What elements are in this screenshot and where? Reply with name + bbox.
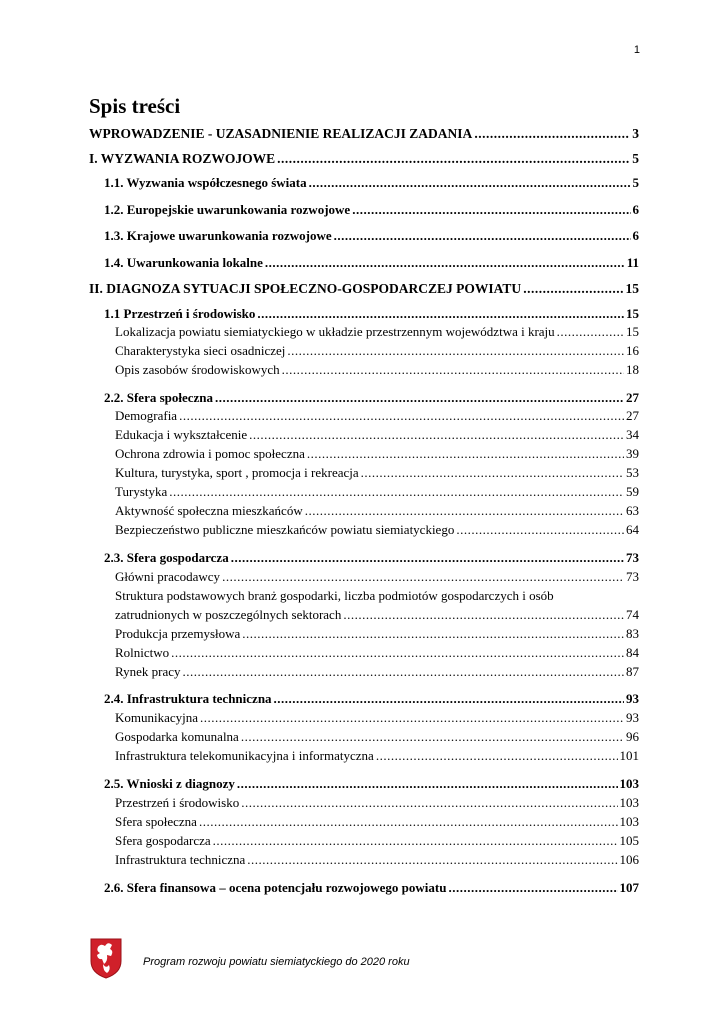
toc-entry-page: 15	[626, 306, 639, 321]
toc-leader-dots	[448, 880, 617, 896]
toc-leader-dots	[265, 255, 625, 271]
toc-leader-dots	[274, 691, 624, 707]
toc-entry-page: 5	[632, 175, 639, 190]
toc-entry-title: Lokalizacja powiatu siemiatyckiego w układzie przestrzennym województwa i kraju	[115, 324, 555, 339]
toc-entry-title: Sfera społeczna	[115, 814, 197, 829]
toc-leader-dots	[200, 710, 624, 726]
toc-entry-education[interactable]	[115, 427, 639, 443]
toc-leader-dots	[213, 833, 618, 849]
toc-entry-page: 15	[625, 281, 639, 296]
toc-entry-title: 1.1. Wyzwania współczesnego świata	[104, 175, 307, 190]
toc-entry-2-6[interactable]	[104, 880, 639, 896]
toc-entry-2-4[interactable]	[104, 691, 639, 707]
toc-entry-2-3[interactable]	[104, 550, 639, 566]
toc-entry-title: Przestrzeń i środowisko	[115, 795, 240, 810]
toc-entry-title: Bezpieczeństwo publiczne mieszkańców powiatu siemiatyckiego	[115, 522, 455, 537]
toc-entry-page: 107	[619, 880, 639, 895]
toc-leader-dots	[456, 522, 624, 538]
toc-entry-title: 1.1 Przestrzeń i środowisko	[104, 306, 256, 321]
toc-entry-page: 64	[626, 522, 639, 537]
toc-entry-labour-market[interactable]	[115, 664, 639, 680]
toc-entry-page: 5	[632, 151, 639, 166]
toc-entry-title: 2.5. Wnioski z diagnozy	[104, 776, 235, 791]
toc-entry-page: 83	[626, 626, 639, 641]
toc-entry-title: Demografia	[115, 408, 178, 423]
toc-entry-conclusions-social[interactable]	[115, 814, 639, 830]
toc-entry-industrial-production[interactable]	[115, 626, 639, 642]
toc-leader-dots	[199, 814, 618, 830]
toc-entry-public-safety[interactable]	[115, 522, 639, 538]
toc-entry-municipal-economy[interactable]	[115, 729, 639, 745]
footer-text: Program rozwoju powiatu siemiatyckiego do 2020 roku	[143, 956, 410, 968]
coat-of-arms-icon	[89, 937, 123, 979]
toc-entry-2-2[interactable]	[104, 390, 639, 406]
toc-entry-title: 2.2. Sfera społeczna	[104, 390, 214, 405]
toc-entry-conclusions-economic[interactable]	[115, 833, 639, 849]
toc-entry-title: 2.3. Sfera gospodarcza	[104, 550, 229, 565]
toc-leader-dots	[287, 343, 624, 359]
toc-entry-page: 87	[626, 664, 639, 679]
toc-leader-dots	[307, 446, 624, 462]
toc-entry-page: 3	[632, 126, 639, 141]
toc-entry-page: 27	[626, 390, 639, 405]
toc-entry-page: 39	[626, 446, 639, 461]
toc-leader-dots	[183, 664, 624, 680]
toc-entry-title: 1.2. Europejskie uwarunkowania rozwojowe	[104, 202, 351, 217]
toc-entry-page: 93	[626, 691, 639, 706]
toc-entry-page: 103	[619, 814, 639, 829]
toc-leader-dots	[343, 607, 624, 623]
toc-entry-title: Charakterystyka sieci osadniczej	[115, 343, 286, 358]
toc-leader-dots	[474, 126, 630, 142]
toc-entry-title: WPROWADZENIE - UZASADNIENIE REALIZACJI ZADANIA	[89, 126, 473, 141]
toc-entry-title: Rynek pracy	[115, 664, 181, 679]
toc-entry-page: 6	[632, 228, 639, 243]
toc-entry-page: 105	[619, 833, 639, 848]
toc-leader-dots	[309, 175, 631, 191]
toc-entry-economy-structure[interactable]	[115, 607, 639, 623]
toc-entry-page: 73	[626, 569, 639, 584]
toc-entry-page: 15	[626, 324, 639, 339]
toc-leader-dots	[277, 151, 630, 167]
toc-leader-dots	[169, 484, 624, 500]
toc-leader-dots	[557, 324, 624, 340]
toc-leader-dots	[305, 503, 624, 519]
toc-leader-dots	[237, 776, 618, 792]
toc-entry-culture[interactable]	[115, 465, 639, 481]
toc-leader-dots	[334, 228, 631, 244]
toc-leader-dots	[523, 281, 623, 297]
toc-entry-title: I. WYZWANIA ROZWOJOWE	[89, 151, 276, 166]
toc-entry-agriculture[interactable]	[115, 645, 639, 661]
toc-entry-title: 2.4. Infrastruktura techniczna	[104, 691, 272, 706]
toc-leader-dots	[222, 569, 624, 585]
toc-entry-title: Aktywność społeczna mieszkańców	[115, 503, 303, 518]
toc-leader-dots	[179, 408, 624, 424]
toc-entry-telecom[interactable]	[115, 748, 639, 764]
toc-entry-title: Produkcja przemysłowa	[115, 626, 241, 641]
toc-entry-location[interactable]	[115, 324, 639, 340]
toc-entry-page: 18	[626, 362, 639, 377]
toc-entry-title: 2.6. Sfera finansowa – ocena potencjału rozwojowego powiatu	[104, 880, 447, 895]
toc-entry-1-3[interactable]	[104, 228, 639, 244]
toc-entry-page: 27	[626, 408, 639, 423]
toc-entry-health[interactable]	[115, 446, 639, 462]
toc-leader-dots	[282, 362, 624, 378]
toc-entry-main-employers[interactable]	[115, 569, 639, 585]
toc-leader-dots	[249, 427, 624, 443]
toc-entry-transport[interactable]	[115, 710, 639, 726]
toc-entry-social-activity[interactable]	[115, 503, 639, 519]
toc-entry-title: Sfera gospodarcza	[115, 833, 211, 848]
toc-entry-page: 101	[619, 748, 639, 763]
toc-entry-page: 34	[626, 427, 639, 442]
toc-entry-title: Opis zasobów środowiskowych	[115, 362, 280, 377]
toc-entry-title: Turystyka	[115, 484, 168, 499]
toc-leader-dots	[215, 390, 624, 406]
toc-entry-title: 1.4. Uwarunkowania lokalne	[104, 255, 263, 270]
toc-entry-page: 73	[626, 550, 639, 565]
toc-leader-dots	[247, 852, 617, 868]
toc-entry-title: Rolnictwo	[115, 645, 170, 660]
toc-entry-conclusions-infrastructure[interactable]	[115, 852, 639, 868]
toc-entry-title: Edukacja i wykształcenie	[115, 427, 248, 442]
toc-entry-title: Gospodarka komunalna	[115, 729, 239, 744]
toc-leader-dots	[361, 465, 624, 481]
toc-entry-introduction[interactable]	[89, 126, 639, 142]
toc-entry-1-1[interactable]	[104, 175, 639, 191]
toc-entry-title: Komunikacyjna	[115, 710, 199, 725]
toc-entry-title: Główni pracodawcy	[115, 569, 221, 584]
toc-entry-page: 84	[626, 645, 639, 660]
toc-entry-page: 74	[626, 607, 639, 622]
toc-entry-1-2[interactable]	[104, 202, 639, 218]
toc-entry-economy-structure-line1[interactable]: Struktura podstawowych branż gospodarki, liczba podmiotów gospodarczych i osób	[115, 588, 554, 603]
toc-leader-dots	[376, 748, 618, 764]
toc-entry-title: Infrastruktura techniczna	[115, 852, 246, 867]
toc-entry-page: 103	[619, 776, 639, 791]
toc-entry-page: 63	[626, 503, 639, 518]
toc-entry-page: 93	[626, 710, 639, 725]
page-number: 1	[633, 44, 640, 56]
toc-entry-2-5[interactable]	[104, 776, 639, 792]
toc-entry-title: Infrastruktura telekomunikacyjna i informatyczna	[115, 748, 374, 763]
toc-entry-chapter-1[interactable]	[89, 151, 639, 167]
toc-leader-dots	[352, 202, 630, 218]
toc-leader-dots	[171, 645, 624, 661]
toc-entry-tourism[interactable]	[115, 484, 639, 500]
toc-entry-page: 96	[626, 729, 639, 744]
toc-entry-title: Ochrona zdrowia i pomoc społeczna	[115, 446, 305, 461]
toc-entry-1-4[interactable]	[104, 255, 639, 271]
toc-entry-chapter-2[interactable]	[89, 281, 639, 297]
toc-entry-conclusions-space[interactable]	[115, 795, 639, 811]
toc-entry-page: 16	[626, 343, 639, 358]
toc-entry-title: II. DIAGNOZA SYTUACJI SPOŁECZNO-GOSPODARCZEJ POWIATU	[89, 281, 522, 296]
toc-entry-title: Kultura, turystyka, sport , promocja i rekreacja	[115, 465, 359, 480]
toc-entry-demography[interactable]	[115, 408, 639, 424]
toc-entry-space-environment[interactable]	[104, 306, 639, 322]
toc-entry-title: zatrudnionych w poszczególnych sektorach	[115, 607, 342, 622]
toc-entry-page: 53	[626, 465, 639, 480]
toc-entry-settlement-network[interactable]	[115, 343, 639, 359]
toc-title: Spis treści	[89, 94, 181, 118]
toc-entry-page: 103	[619, 795, 639, 810]
toc-leader-dots	[241, 729, 624, 745]
toc-entry-title: 1.3. Krajowe uwarunkowania rozwojowe	[104, 228, 332, 243]
toc-entry-page: 6	[632, 202, 639, 217]
toc-entry-page: 11	[626, 255, 639, 270]
toc-entry-page: 59	[626, 484, 639, 499]
toc-leader-dots	[241, 795, 617, 811]
toc-entry-environmental-resources[interactable]	[115, 362, 639, 378]
toc-entry-page: 106	[619, 852, 639, 867]
toc-leader-dots	[257, 306, 624, 322]
toc-leader-dots	[242, 626, 624, 642]
toc-leader-dots	[231, 550, 624, 566]
